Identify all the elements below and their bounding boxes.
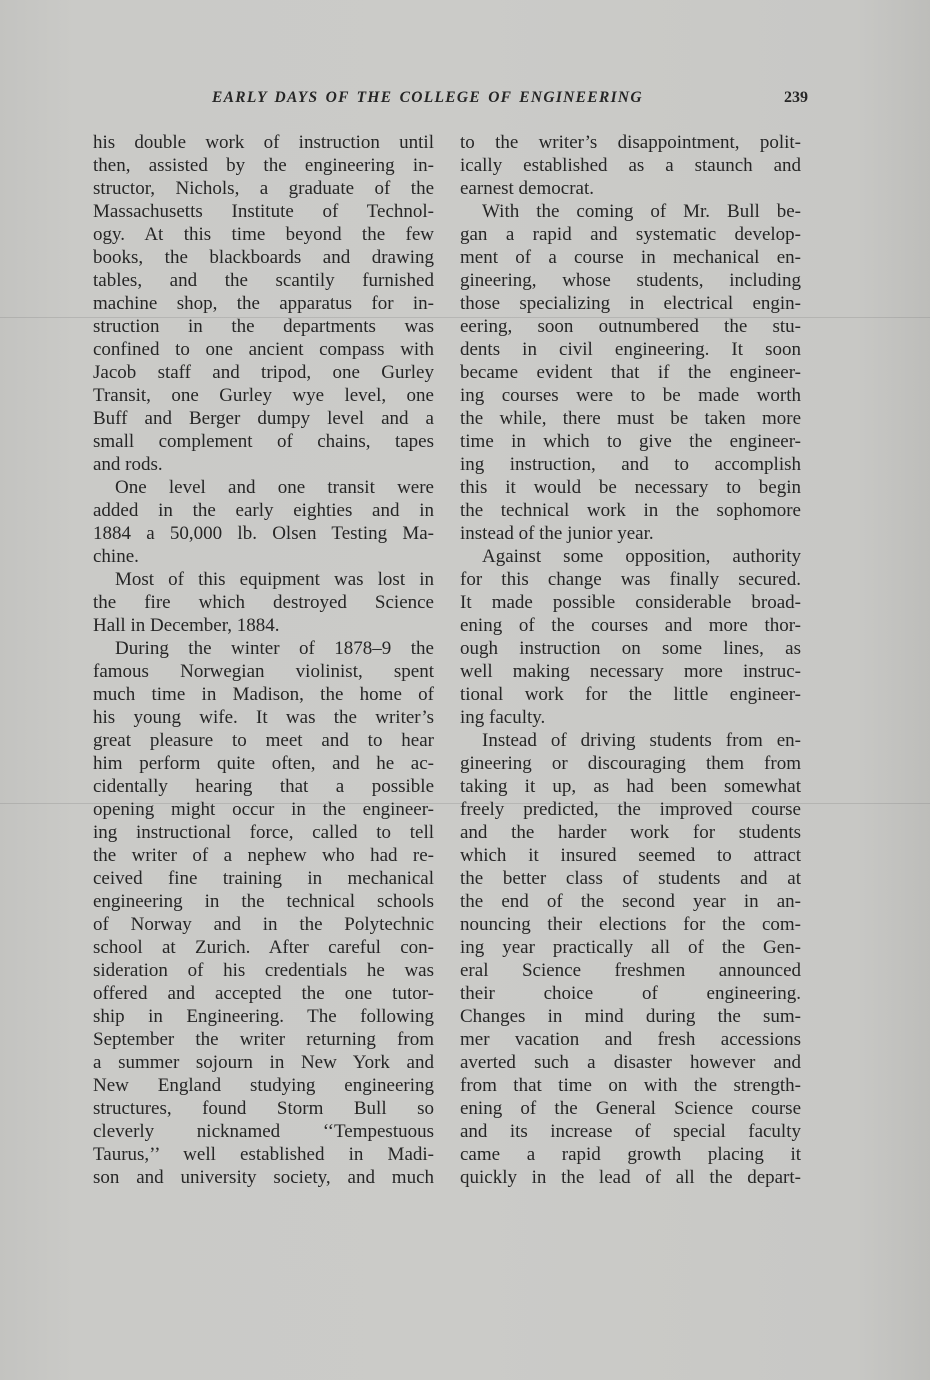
text-line: added in the early eighties and in [93,500,434,521]
text-line: offered and accepted the one tutor- [93,983,434,1004]
text-line: ening of the courses and more thor- [460,615,801,636]
text-line: and the harder work for students [460,822,801,843]
text-line: gineering, whose students, including [460,270,801,291]
text-line: Instead of driving students from en- [482,730,801,751]
text-line: became evident that if the engineer- [460,362,801,383]
text-line: ship in Engineering. The following [93,1006,434,1027]
text-line: him perform quite often, and he ac- [93,753,434,774]
text-line: Massachusetts Institute of Technol- [93,201,434,222]
text-line: ogy. At this time beyond the few [93,224,434,245]
text-line: earnest democrat. [460,178,594,199]
text-line: the while, there must be taken more [460,408,801,429]
text-line: for this change was finally secured. [460,569,801,590]
text-column-right [460,131,801,1189]
text-line: the writer of a nephew who had re- [93,845,434,866]
text-line: Most of this equipment was lost in [115,569,434,590]
text-line: Hall in December, 1884. [93,615,280,636]
text-line: to the writer’s disappointment, polit- [460,132,801,153]
text-line: mer vacation and fresh accessions [460,1029,801,1050]
text-line: ening of the General Science course [460,1098,801,1119]
text-line: chine. [93,546,139,567]
text-line: which it insured seemed to attract [460,845,801,866]
text-column-left [93,131,434,1189]
text-line: Changes in mind during the sum- [460,1006,801,1027]
text-line: much time in Madison, the home of [93,684,434,705]
text-line: the end of the second year in an- [460,891,801,912]
text-line: ing year practically all of the Gen- [460,937,801,958]
text-line: Taurus,’’ well established in Madi- [93,1144,434,1165]
text-line: Jacob staff and tripod, one Gurley [93,362,434,383]
text-line: those specializing in electrical engin- [460,293,801,314]
text-line: ment of a course in mechanical en- [460,247,801,268]
text-line: freely predicted, the improved course [460,799,801,820]
text-line: structures, found Storm Bull so [93,1098,434,1119]
text-line: New England studying engineering [93,1075,434,1096]
text-line: their choice of engineering. [460,983,801,1004]
text-line: the fire which destroyed Science [93,592,434,613]
text-line: eral Science freshmen announced [460,960,801,981]
text-line: his young wife. It was the writer’s [93,707,434,728]
text-line: the better class of students and at [460,868,801,889]
text-line: famous Norwegian violinist, spent [93,661,434,682]
text-line: cleverly nicknamed ‘‘Tempestuous [93,1121,434,1142]
text-line: averted such a disaster however and [460,1052,801,1073]
text-line: instead of the junior year. [460,523,654,544]
text-line: dents in civil engineering. It soon [460,339,801,360]
text-line: opening might occur in the engineer- [93,799,434,820]
text-line: then, assisted by the engineering in- [93,155,434,176]
text-line: confined to one ancient compass with [93,339,434,360]
text-line: great pleasure to meet and to hear [93,730,434,751]
text-line: gan a rapid and systematic develop- [460,224,801,245]
text-line: One level and one transit were [115,477,434,498]
text-line: During the winter of 1878–9 the [115,638,434,659]
text-line: Against some opposition, authority [482,546,801,567]
text-line: ough instruction on some lines, as [460,638,801,659]
text-line: Transit, one Gurley wye level, one [93,385,434,406]
text-line: nouncing their elections for the com- [460,914,801,935]
text-line: well making necessary more instruc- [460,661,801,682]
text-line: and rods. [93,454,163,475]
text-line: of Norway and in the Polytechnic [93,914,434,935]
text-line: ing courses were to be made worth [460,385,801,406]
text-line: this it would be necessary to begin [460,477,801,498]
running-header-title: EARLY DAYS OF THE COLLEGE OF ENGINEERING [212,89,643,106]
text-line: September the writer returning from [93,1029,434,1050]
text-line: cidentally hearing that a possible [93,776,434,797]
page-number: 239 [784,89,808,106]
text-line: quickly in the lead of all the depart- [460,1167,801,1188]
text-line: came a rapid growth placing it [460,1144,801,1165]
text-line: With the coming of Mr. Bull be- [482,201,801,222]
text-line: struction in the departments was [93,316,434,337]
text-line: a summer sojourn in New York and [93,1052,434,1073]
text-line: structor, Nichols, a graduate of the [93,178,434,199]
text-line: sideration of his credentials he was [93,960,434,981]
text-line: eering, soon outnumbered the stu- [460,316,801,337]
text-line: machine shop, the apparatus for in- [93,293,434,314]
text-line: ceived fine training in mechanical [93,868,434,889]
text-line: small complement of chains, tapes [93,431,434,452]
text-line: gineering or discouraging them from [460,753,801,774]
text-line: from that time on with the strength- [460,1075,801,1096]
text-line: Buff and Berger dumpy level and a [93,408,434,429]
text-line: his double work of instruction until [93,132,434,153]
text-line: ing instructional force, called to tell [93,822,434,843]
text-line: taking it up, as had been somewhat [460,776,801,797]
text-line: It made possible considerable broad- [460,592,801,613]
text-line: the technical work in the sophomore [460,500,801,521]
text-line: time in which to give the engineer- [460,431,801,452]
text-line: 1884 a 50,000 lb. Olsen Testing Ma- [93,523,434,544]
text-line: son and university society, and much [93,1167,434,1188]
text-line: ing faculty. [460,707,546,728]
text-line: engineering in the technical schools [93,891,434,912]
text-line: tables, and the scantily furnished [93,270,434,291]
text-line: ically established as a staunch and [460,155,801,176]
text-line: and its increase of special faculty [460,1121,801,1142]
text-line: books, the blackboards and drawing [93,247,434,268]
text-line: tional work for the little engineer- [460,684,801,705]
text-line: school at Zurich. After careful con- [93,937,434,958]
text-line: ing instruction, and to accomplish [460,454,801,475]
